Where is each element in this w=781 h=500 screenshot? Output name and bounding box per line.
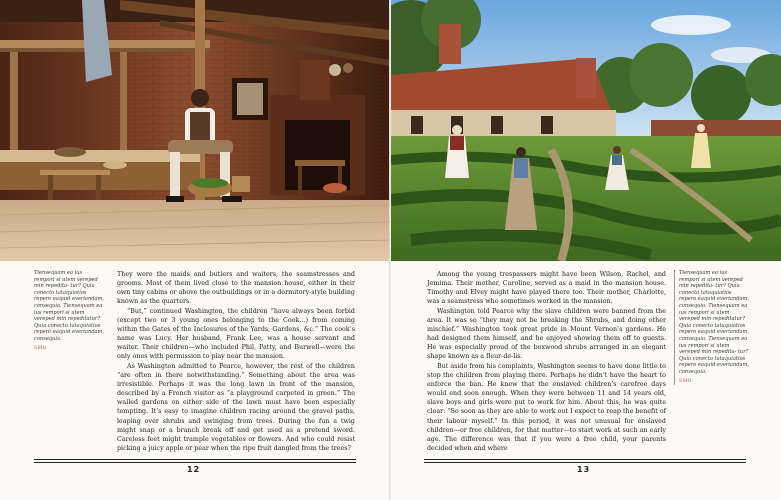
right-body-text [427, 270, 666, 453]
left-body-text [117, 270, 355, 453]
garden-photo [391, 0, 781, 261]
kitchen-illustration [0, 0, 390, 261]
left-page-number: 12 [187, 465, 201, 474]
right-paragraph-2: Washington told Pearce why the slave children were banned from the area. It was so “they may not be breaking the Shrubs, and doing other mischief.” Washington took great pride in Mount Vernon’s gardens. He had designed them himself, and he enjoyed showing them off to guests. He was especially proud of the boxwood shrubs arranged in an elegant shape known as a fleur-de-lis. [427, 307, 666, 361]
left-footer-rule [34, 459, 356, 463]
left-sidebar-note [34, 270, 104, 352]
right-sidebar-credit: SMG [679, 378, 692, 384]
right-paragraph-3: But aside from his complaints, Washington seems to have done little to stop the children from playing there. Perhaps he didn’t have the heart to enforce the ban. He knew that the enslaved children’s carefree days would end soon enough. When they were between 11 and 14 years old, slave boys and girls were put to work for him. About this, he was quite clear: “So soon as they are able to work out I expect to reap the benefit of their labour myself.” In this period, it was not unusual for enslaved children—or free children, for that matter—to start work at such an early age. The difference was that if you were a free child, your parents decided when and where [427, 362, 666, 452]
garden-illustration [391, 0, 781, 261]
right-page-number: 13 [577, 465, 591, 474]
kitchen-photo [0, 0, 390, 261]
left-paragraph-2: “But,” continued Washington, the children “have always been forbid (except two or 3 young ones belonging to the Cook…) from coming within the Gates of the Inclosures of the Yards, Gardens, &c.” The cook’s name was Lucy. Her husband, Frank Lee, was a house servant and waiter. Their children—who included Phil, Patty, and Burwell—were the only ones with permission to play near the mansion. [117, 307, 355, 361]
left-sidebar-credit: SMG [34, 345, 47, 351]
right-sidebar-text: Tiensequam ea ius rempori si utem vereped min repedita- tur? Quia conecto tataquiatios repero eaquid everiandam, consequia. Tiensequam ea ius rempori si utem vereped min repeditatur? Quia conecto tataquiatios repero eaquid everiandam, consequia. Tiensequam ea ius rempori si utem vereped min repedita- tur? Quia conecto tataquiatios repero eaquid everiandam, consequia. [679, 270, 749, 375]
left-paragraph-1: They were the maids and butlers and waiters, the seamstresses and grooms. Most of them lived close to the mansion house, either in their own tiny cabins or above the outbuildings or in a dormitory-style building known as the quarters. [117, 271, 355, 306]
right-sidebar-note [674, 270, 749, 385]
right-page [391, 0, 781, 500]
left-sidebar-text: Tiensequam ea ius rempori si utem vereped min repedita- tur? Quia conecto tataquiatios repero eaquid everiandam, consequia. Tiensequam ea ius rempori si utem vereped min repeditatur? Quia conecto tataquiatios repero eaquid everiandam, consequia. [34, 270, 104, 342]
left-page [0, 0, 390, 500]
left-paragraph-3: As Washington admitted to Pearce, however, the rest of the children “are often in there notwithstanding.” Something about the area was irresistible. Perhaps it was the long lawn in front of the mansion, described by a French visitor as “a playground carpeted in green.” The walled gardens on either side of the lawn must have been especially tempting. It’s easy to imagine children racing around the gravel paths, leaping over shrubs and swinging from trees. During the fun a twig might snap or a branch break off and get used as a pretend sword. Careless feet might trample vegetables or flowers. And who could resist picking a juicy apple or pear when the ripe fruit dangled from the trees? [117, 362, 355, 452]
right-footer-rule [424, 459, 746, 463]
right-paragraph-1: Among the young trespassers might have been Wilson, Rachel, and Jemima. Their mother, Caroline, served as a maid in the mansion house. Timothy and Elvey might have played there too. Their mother, Charlotte, was a seamstress who sometimes worked in the mansion. [427, 271, 666, 306]
